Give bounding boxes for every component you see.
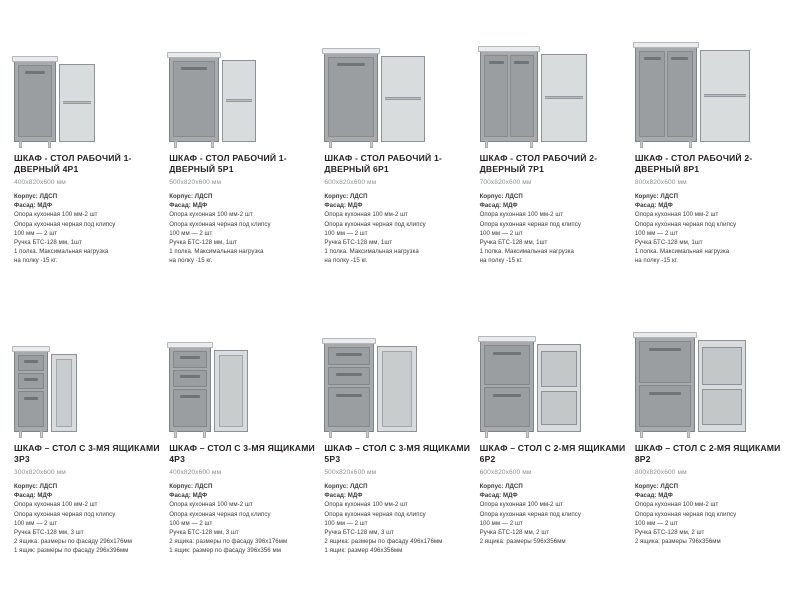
cabinet-door-right (510, 55, 534, 137)
product-illustration-6r2 (480, 304, 633, 432)
drawer-top (328, 347, 370, 365)
cabinet-interior-view (59, 64, 95, 142)
product-title: ШКАФ - СТОЛ РАБОЧИЙ 1-ДВЕРНЫЙ 4Р1 (14, 153, 132, 174)
product-dimensions: 500х820х600 мм (169, 179, 222, 186)
countertop (633, 332, 697, 338)
product-title: ШКАФ - СТОЛ РАБОЧИЙ 1-ДВЕРНЫЙ 6Р1 (324, 153, 443, 174)
cabinet-door-right (667, 51, 693, 137)
cabinet-back-panel (382, 351, 412, 427)
product-illustration-6r1 (324, 14, 477, 142)
cabinet-side-view (214, 350, 248, 432)
drawer-bottom (328, 387, 370, 427)
cabinet-legs (174, 141, 214, 148)
countertop (633, 42, 699, 48)
shelf (226, 99, 252, 102)
product-title: ШКАФ – СТОЛ С 2-МЯ ЯЩИКАМИ 6Р2 (479, 443, 626, 464)
product-illustration-4r1 (14, 14, 167, 142)
drawer-middle (173, 370, 207, 387)
countertop (478, 46, 540, 52)
cabinet-legs (19, 141, 51, 148)
product-specs: Корпус: ЛДСП Фасад: МДФ Опора кухонная 100 мм-2 шт Опора кухонная черная под клипсу 100 мм — 2 шт Ручка БТС-128 мм, 2 шт 2 ящика: размеры 596х356мм (479, 483, 581, 546)
product-illustration-5r1 (169, 14, 322, 142)
product-title: ШКАФ – СТОЛ С 3-МЯ ЯЩИКАМИ 4Р3 (169, 443, 315, 464)
cabinet-side-view (377, 346, 417, 432)
product-dimensions: 700х820х600 мм (479, 179, 532, 186)
product-illustration-4r3 (169, 304, 322, 432)
cabinet-interior-view (541, 54, 587, 142)
drawer-middle (18, 373, 44, 389)
product-dimensions: 800х820х600 мм (634, 179, 687, 186)
cabinet-back-panel (219, 355, 243, 427)
drawer-top (18, 355, 44, 371)
product-card-4r1[interactable] (14, 14, 167, 304)
product-card-8r2[interactable] (635, 304, 788, 594)
cabinet-interior-view (381, 56, 425, 142)
product-specs: Корпус: ЛДСП Фасад: МДФ Опора кухонная 100 мм-2 шт Опора кухонная черная под клипсу 100 мм — 2 шт Ручка БТС-128 мм, 1шт 1 полка. Максимальная нагрузка на полку -15 кг. (324, 193, 426, 265)
drawer-handle-icon (24, 397, 38, 400)
product-dimensions: 300х820х600 мм (14, 469, 66, 476)
cabinet-legs (174, 431, 206, 438)
cabinet-door-left (484, 55, 508, 137)
product-illustration-3r3 (14, 304, 167, 432)
product-specs: Корпус: ЛДСП Фасад: МДФ Опора кухонная 100 мм-2 шт Опора кухонная черная под клипсу 100 мм — 2 шт Ручка БТС-128 мм, 1шт 1 полка. Максимальная нагрузка на полку -15 кг. (169, 193, 271, 265)
drawer-handle-icon (336, 394, 362, 397)
cabinet-interior-view (222, 60, 256, 142)
drawer-handle-icon (493, 394, 521, 397)
countertop (167, 52, 221, 58)
product-specs: Корпус: ЛДСП Фасад: МДФ Опора кухонная 100 мм-2 шт Опора кухонная черная под клипсу 100 мм — 2 шт Ручка БТС-128 мм, 2 шт 2 ящика: размеры 796х356мм (634, 483, 737, 546)
drawer-handle-icon (180, 375, 200, 378)
product-card-6r2[interactable] (480, 304, 633, 594)
product-title: ШКАФ – СТОЛ С 3-МЯ ЯЩИКАМИ 3Р3 (14, 443, 160, 464)
product-specs: Корпус: ЛДСП Фасад: МДФ Опора кухонная 100 мм-2 шт Опора кухонная черная под клипсу 100 мм — 2 шт Ручка БТС-128 мм, 1шт 1 полка. Максимальная нагрузка на полку -15 кг. (634, 193, 737, 265)
cabinet-open-drawers-view (698, 340, 746, 432)
door-handle-icon (181, 67, 207, 70)
drawer-middle (328, 367, 370, 385)
drawer-handle-icon (649, 392, 681, 395)
product-title: ШКАФ - СТОЛ РАБОЧИЙ 1-ДВЕРНЫЙ 5Р1 (169, 153, 287, 174)
drawer-handle-icon (336, 373, 362, 376)
shelf (385, 97, 421, 100)
product-dimensions: 500х820х600 мм (324, 469, 377, 476)
countertop (12, 56, 58, 62)
product-illustration-8r2 (635, 304, 788, 432)
product-title: ШКАФ - СТОЛ РАБОЧИЙ 2-ДВЕРНЫЙ 7Р1 (479, 153, 598, 174)
product-title: ШКАФ – СТОЛ С 2-МЯ ЯЩИКАМИ 8Р2 (634, 443, 781, 464)
drawer-open-top (541, 351, 577, 387)
drawer-top (484, 345, 530, 385)
product-dimensions: 800х820х600 мм (634, 469, 687, 476)
product-card-4r3[interactable] (169, 304, 322, 594)
drawer-open-bottom (541, 391, 577, 425)
countertop (12, 346, 50, 352)
product-card-8r1[interactable] (635, 14, 788, 304)
product-title: ШКАФ - СТОЛ РАБОЧИЙ 2-ДВЕРНЫЙ 8Р1 (634, 153, 753, 174)
product-dimensions: 400х820х600 мм (169, 469, 222, 476)
product-card-6r1[interactable] (324, 14, 477, 304)
drawer-open-top (702, 347, 742, 385)
product-card-5r3[interactable] (324, 304, 477, 594)
product-card-3r3[interactable] (14, 304, 167, 594)
cabinet-legs (19, 431, 43, 438)
drawer-handle-icon (180, 395, 200, 398)
cabinet-legs (640, 141, 692, 148)
drawer-open-bottom (702, 389, 742, 425)
product-card-7r1[interactable] (480, 14, 633, 304)
drawer-handle-icon (649, 348, 681, 351)
cabinet-side-view (51, 354, 77, 432)
product-title: ШКАФ – СТОЛ С 3-МЯ ЯЩИКАМИ 5Р3 (324, 443, 471, 464)
door-handle-icon (489, 61, 504, 64)
cabinet-legs (485, 431, 529, 438)
door-handle-icon (337, 63, 365, 66)
product-card-5r1[interactable] (169, 14, 322, 304)
product-specs: Корпус: ЛДСП Фасад: МДФ Опора кухонная 100 мм-2 шт Опора кухонная черная под клипсу 100 мм — 2 шт Ручка БТС-128 мм, 1шт 1 полка. Максимальная нагрузка на полку -15 кг. (14, 193, 116, 265)
shelf (63, 101, 91, 104)
cabinet-door (328, 57, 374, 137)
product-illustration-5r3 (324, 304, 477, 432)
countertop (322, 338, 376, 344)
product-dimensions: 400х820х600 мм (14, 179, 66, 186)
shelf (545, 96, 583, 99)
cabinet-legs (329, 141, 373, 148)
drawer-handle-icon (180, 356, 200, 359)
countertop (478, 336, 536, 342)
catalog-row-1 (14, 14, 790, 304)
product-specs: Корпус: ЛДСП Фасад: МДФ Опора кухонная 100 мм-2 шт Опора кухонная черная под клипсу 100 мм — 2 шт Ручка БТС-128 мм, 3 шт 2 ящика: размеры по фасаду 296х176мм 1 ящик: размеры по фасаду 296х396мм (14, 483, 132, 555)
product-specs: Корпус: ЛДСП Фасад: МДФ Опора кухонная 100 мм-2 шт Опора кухонная черная под клипсу 100 мм — 2 шт Ручка БТС-128 мм, 3 шт 2 ящика: размеры по фасаду 496х176мм 1 ящик: размер 496х356мм (324, 483, 443, 555)
product-illustration-8r1 (635, 14, 788, 142)
shelf (704, 94, 746, 97)
cabinet-back-panel (56, 359, 72, 427)
drawer-handle-icon (24, 360, 38, 363)
product-specs: Корпус: ЛДСП Фасад: МДФ Опора кухонная 100 мм-2 шт Опора кухонная черная под клипсу 100 мм — 2 шт Ручка БТС-128 мм, 3 шт 2 ящика: размеры по фасаду 396х176мм 1 ящик: размер по фасаду 396х356 мм (169, 483, 288, 555)
drawer-handle-icon (493, 352, 521, 355)
cabinet-door (18, 65, 52, 137)
countertop (322, 48, 380, 54)
catalog-row-2 (14, 304, 790, 594)
drawer-handle-icon (24, 378, 38, 381)
countertop (167, 342, 213, 348)
drawer-bottom (18, 391, 44, 427)
cabinet-legs (485, 141, 533, 148)
door-handle-icon (514, 61, 529, 64)
drawer-bottom (639, 385, 691, 427)
cabinet-legs (329, 431, 369, 438)
drawer-bottom (173, 389, 207, 427)
cabinet-open-drawers-view (537, 344, 581, 432)
cabinet-legs (640, 431, 690, 438)
product-specs: Корпус: ЛДСП Фасад: МДФ Опора кухонная 100 мм-2 шт Опора кухонная черная под клипсу 100 мм — 2 шт Ручка БТС-128 мм, 1шт 1 полка. Максимальная нагрузка на полку -15 кг. (479, 193, 581, 265)
door-handle-icon (644, 57, 661, 60)
door-handle-icon (25, 71, 45, 74)
drawer-top (639, 341, 691, 383)
drawer-handle-icon (336, 353, 362, 356)
door-handle-icon (671, 57, 688, 60)
cabinet-interior-view (700, 50, 750, 142)
drawer-top (173, 351, 207, 368)
cabinet-door (173, 61, 215, 137)
product-illustration-7r1 (480, 14, 633, 142)
drawer-bottom (484, 387, 530, 427)
product-dimensions: 600х820х600 мм (324, 179, 377, 186)
cabinet-door-left (639, 51, 665, 137)
product-dimensions: 600х820х600 мм (479, 469, 532, 476)
